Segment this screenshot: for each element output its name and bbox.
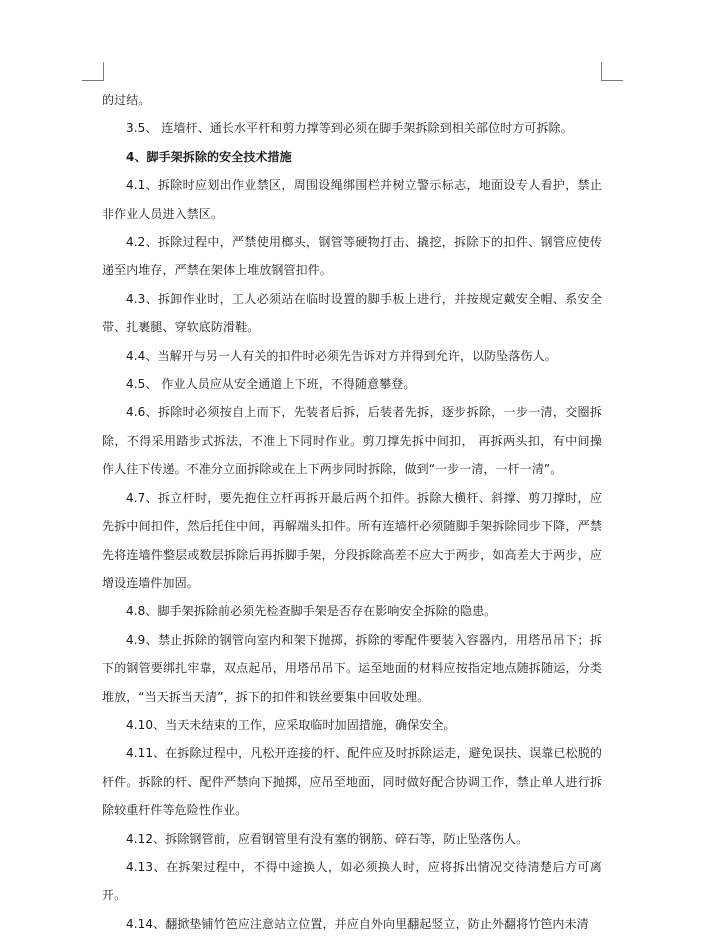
paragraph: 4.5、 作业人员应从安全通道上下班，不得随意攀登。 <box>126 377 416 392</box>
section-heading: 4、脚手架拆除的安全技术措施 <box>126 149 292 164</box>
paragraph: 4.7、拆立杆时，要先抱住立杆再拆开最后两个扣件。拆除大横杆、斜撑、剪刀撑时，应先拆中间扣件，然后托住中间，再解端头扣件。所有连墙杆必须随脚手架拆除同步下降，严禁先将连墙件整层或数层拆除后再拆脚手架，分段拆除高差不应大于两步，如高差大于两步，应增设连墙件加固。 <box>102 490 602 590</box>
paragraph: 4.6、拆除时必须按自上而下，先装者后拆，后装者先拆，逐步拆除，一步一清，交圈拆除，不得采用踏步式拆法，不准上下同时作业。剪刀撑先拆中间扣， 再拆两头扣，有中间操作人往下传递。不准分立面拆除或在上下两步同时拆除，做到“一步一清，一杆一清”。 <box>102 405 602 477</box>
paragraph: 4.10、当天未结束的工作，应采取临时加固措施，确保安全。 <box>126 717 456 732</box>
paragraph: 4.14、翻掀垫铺竹笆应注意站立位置，并应自外向里翻起竖立，防止外翻将竹笆内未清 <box>126 916 589 931</box>
paragraph: 4.13、在拆架过程中，不得中途换人，如必须换人时，应将拆出情况交待清楚后方可离开。 <box>102 859 602 903</box>
crop-mark-top-right-horizontal <box>601 80 623 81</box>
paragraph: 4.12、拆除钢管前，应看钢管里有没有塞的钢筋、碎石等，防止坠落伤人。 <box>126 831 529 846</box>
paragraph: 4.4、当解开与另一人有关的扣件时必须先告诉对方并得到允许，以防坠落伤人。 <box>126 348 557 363</box>
paragraph: 4.9、禁止拆除的钢管向室内和架下抛掷，拆除的零配件要装入容器内，用塔吊吊下；拆下的钢管要绑扎牢靠，双点起吊，用塔吊吊下。运至地面的材料应按指定地点随拆随运，分类堆放，“当天拆当天清”，拆下的扣件和铁丝要集中回收处理。 <box>102 632 602 704</box>
paragraph: 4.1、拆除时应划出作业禁区，周围设绳绑围栏并树立警示标志，地面设专人看护，禁止非作业人员进入禁区。 <box>102 178 602 221</box>
paragraph: 3.5、 连墙杆、通长水平杆和剪力撑等到必须在脚手架拆除到相关部位时方可拆除。 <box>126 121 573 136</box>
paragraph: 的过结。 <box>102 93 151 107</box>
paragraph: 4.3、拆卸作业时，工人必须站在临时设置的脚手板上进行，并按规定戴安全帽、系安全带、扎裹腿、穿软底防滑鞋。 <box>102 291 602 335</box>
paragraph: 4.11、在拆除过程中，凡松开连接的杆、配件应及时拆除运走，避免误扶、误靠已松脱的杆件。拆除的杆、配件严禁向下抛掷，应吊至地面，同时做好配合协调工作，禁止单人进行拆除较重杆件等危险性作业。 <box>102 746 602 818</box>
crop-mark-top-left-horizontal <box>82 80 104 81</box>
crop-mark-top-right-vertical <box>601 62 602 81</box>
paragraph: 4.2、拆除过程中，严禁使用榔头，钢管等硬物打击、撬挖，拆除下的扣件、钢管应使传递至内堆存，严禁在架体上堆放钢管扣件。 <box>102 235 602 278</box>
document-body <box>102 86 602 938</box>
crop-mark-top-left-vertical <box>103 62 104 81</box>
paragraph: 4.8、脚手架拆除前必须先检查脚手架是否存在影响安全拆除的隐患。 <box>126 604 497 619</box>
